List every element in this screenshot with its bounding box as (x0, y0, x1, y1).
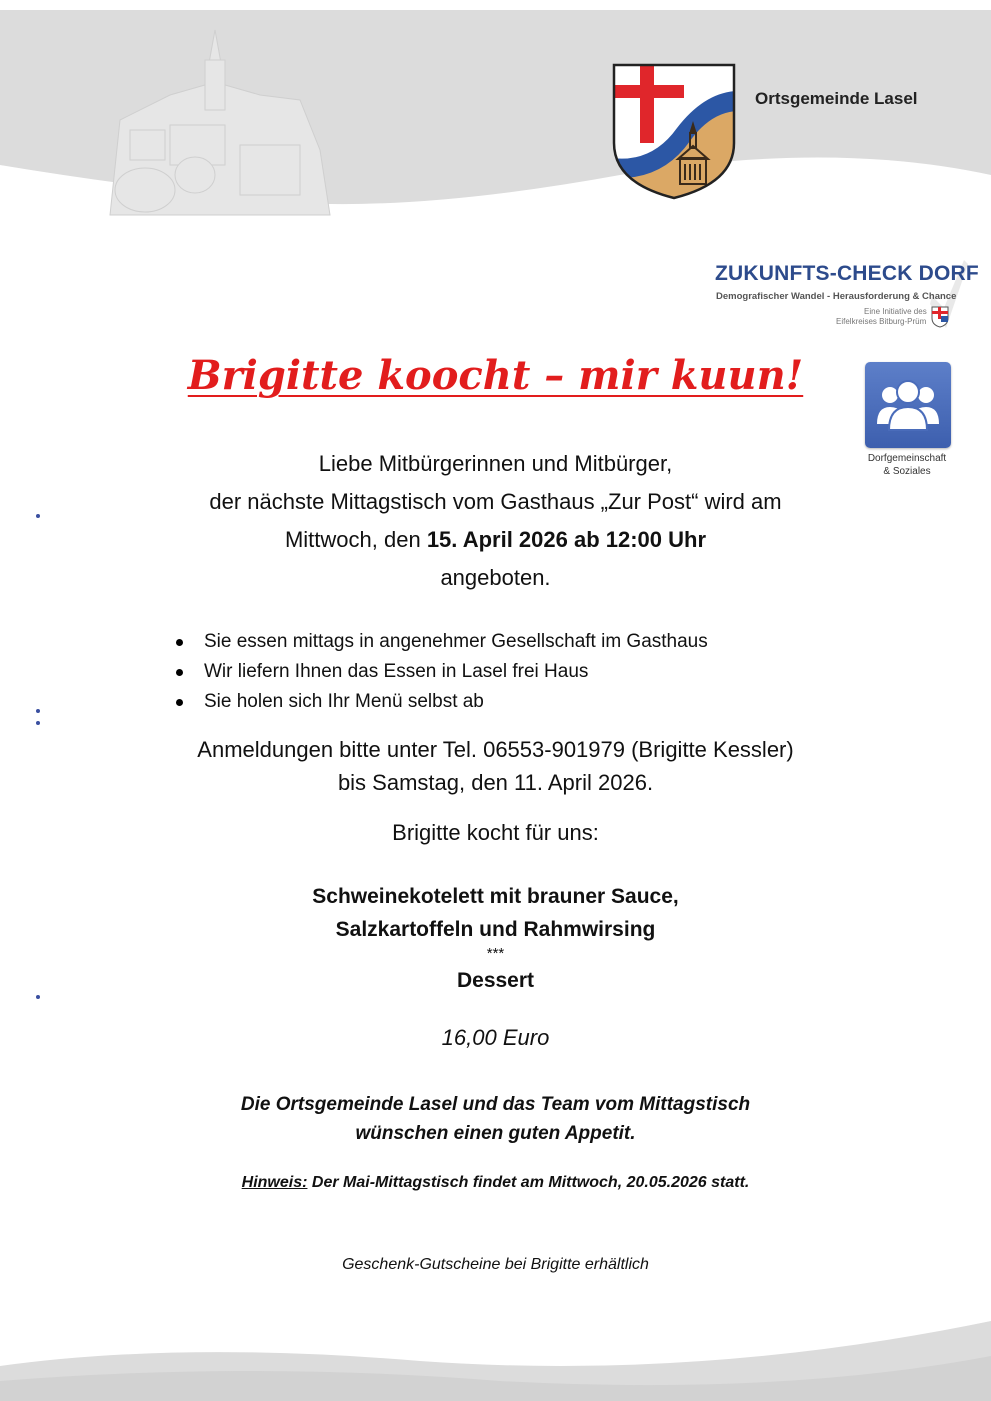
registration-info (0, 733, 991, 799)
greeting (0, 1090, 991, 1148)
price: 16,00 Euro (441, 1025, 550, 1050)
initiative-line-2: Eifelkreises Bitburg-Prüm (836, 317, 927, 326)
coat-of-arms-icon (612, 63, 736, 200)
menu-intro: Brigitte kocht für uns: (392, 820, 599, 845)
greeting-line-2: wünschen einen guten Appetit. (355, 1123, 636, 1144)
small-crest-icon (931, 306, 949, 328)
community-badge-label-line1: Dorfgemeinschaft (867, 453, 947, 464)
margin-mark (36, 721, 40, 725)
intro-line-4: angeboten. (440, 565, 551, 590)
margin-mark (36, 709, 40, 713)
event-date-time: 15. April 2026 ab 12:00 Uhr (426, 527, 707, 552)
intro-line-3-prefix: Mittwoch, den (284, 527, 427, 552)
list-item: Sie essen mittags in angenehmer Gesellschaft im Gasthaus (176, 627, 708, 657)
voucher-note: Geschenk-Gutscheine bei Brigitte erhältlich (342, 1256, 649, 1273)
registration-line-1: Anmeldungen bitte unter Tel. 06553-901979 (Brigitte Kessler) (197, 737, 794, 762)
hint-text: Der Mai-Mittagstisch findet am Mittwoch, 20.05.2026 statt. (307, 1174, 750, 1191)
menu-main-course (0, 880, 991, 946)
community-badge-label-line2: & Soziales (883, 466, 931, 477)
greeting-line-1: Die Ortsgemeinde Lasel und das Team vom Mittagstisch (240, 1094, 751, 1115)
zukunfts-check-title: ZUKUNFTS-CHECK DORF (715, 262, 979, 285)
organization-name: Ortsgemeinde Lasel (755, 89, 918, 108)
menu-line-2: Salzkartoffeln und Rahmwirsing (335, 918, 656, 941)
registration-line-2: bis Samstag, den 11. April 2026. (337, 770, 654, 795)
intro-line-2: der nächste Mittagstisch vom Gasthaus „Zur Post“ wird am (209, 489, 782, 514)
header-background (0, 0, 991, 240)
zukunfts-check-subtitle: Demografischer Wandel - Herausforderung & Chance (716, 291, 957, 302)
hint (0, 1174, 991, 1192)
menu-dessert: Dessert (456, 969, 535, 992)
margin-mark (36, 995, 40, 999)
list-item: Wir liefern Ihnen das Essen in Lasel frei Haus (176, 657, 708, 687)
headline (0, 352, 991, 399)
hint-label: Hinweis: (241, 1174, 308, 1191)
intro-line-3 (0, 521, 991, 559)
headline-text: Brigitte koocht – mir kuun! (187, 352, 804, 399)
list-item: Sie holen sich Ihr Menü selbst ab (176, 687, 708, 717)
menu-line-1: Schweinekotelett mit brauner Sauce, (312, 885, 679, 908)
intro-text (0, 445, 991, 597)
margin-mark (36, 514, 40, 518)
footer-background (0, 1281, 991, 1401)
initiative-line-1: Eine Initiative des (864, 307, 927, 316)
options-list (176, 627, 708, 717)
menu-separator: *** (486, 945, 505, 962)
intro-line-1: Liebe Mitbürgerinnen und Mitbürger, (318, 451, 673, 476)
